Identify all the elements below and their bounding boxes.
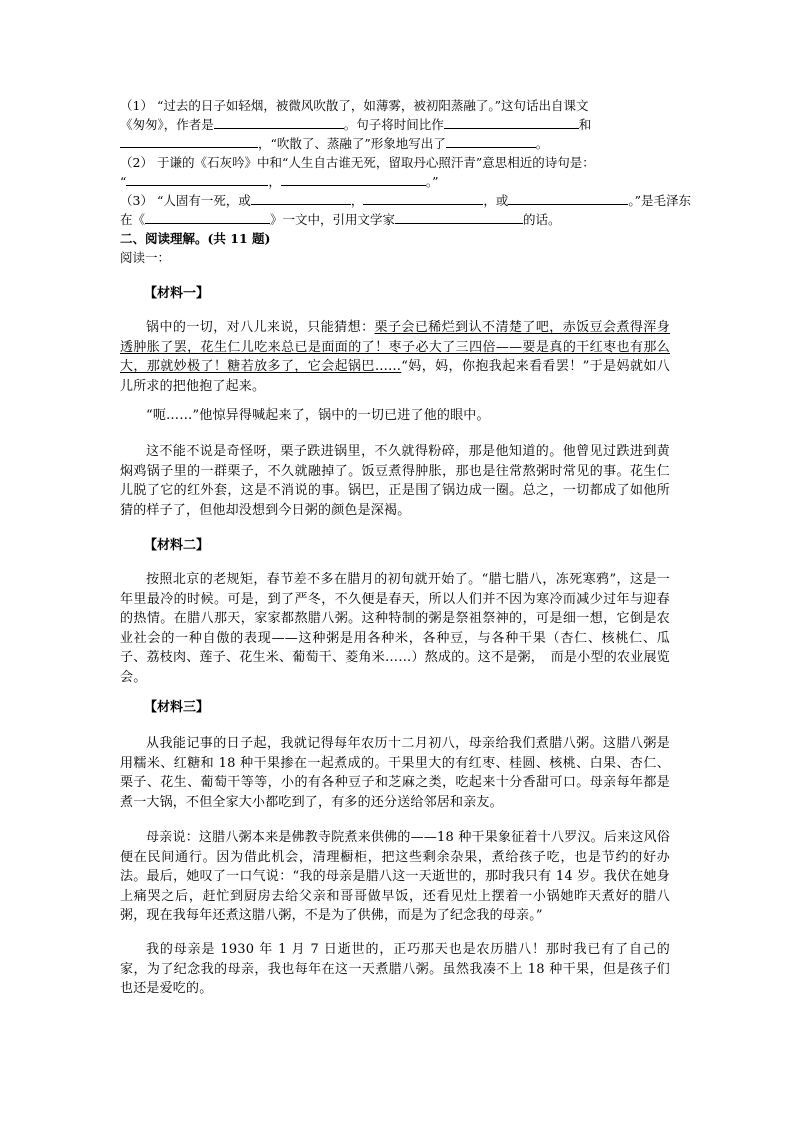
- author-blank[interactable]: [214, 115, 344, 129]
- section-2-title: 二、阅读理解。(共 11 题): [120, 231, 271, 246]
- question-2-text-a: 于谦的《石灰吟》中和“人生自古谁无死，留取丹心照汗青”意思相近的诗句是：: [156, 155, 595, 170]
- question-2-line-2: [120, 172, 680, 191]
- material-3-paragraph-3: 我的母亲是 1930 年 1 月 7 日逝世的，正巧那天也是农历腊八！那时我已有了自己的家，为了纪念我的母亲，我也每年在这一天煮腊八粥。虽然我凑不上 18 种干果，但是孩子们也还是爱吃的。: [120, 942, 670, 996]
- metaphor-blank-2[interactable]: [120, 134, 258, 148]
- question-2-comma: ，: [268, 174, 281, 189]
- material-1-paragraph-2: “呃……”他惊异得喊起来了，锅中的一切已进了他的眼中。: [146, 408, 490, 423]
- question-3-text-e: 》一文中，引用文学家: [270, 212, 396, 227]
- material-1-label: 【材料一】: [144, 286, 210, 301]
- material-1-paragraph-3: 这不能不说是奇怪呀，栗子跌进锅里，不久就得粉碎，那是他知道的。他曾见过跌进到黄焖鸡锅子里的一群栗子，不久就融掉了。饭豆煮得肿胀，那也是往常熬粥时常见的事。花生仁儿脱了它的红外套，这是不消说的事。锅巴，正是围了锅边成一圈。总之，一切都成了如他所猜的样子了，但他却没想到今日粥的颜色是深褐。: [120, 444, 670, 518]
- question-1-line-3: [120, 134, 680, 153]
- question-1-text-b: 《匆匆》，作者是: [120, 117, 214, 132]
- question-1-text-f: 。: [535, 136, 549, 151]
- question-2-number: （2）: [120, 155, 153, 170]
- article-blank[interactable]: [145, 210, 270, 224]
- question-1-text-c: 。句子将时间比作: [343, 117, 444, 132]
- material-3-paragraph-2: 母亲说：这腊八粥本来是佛教寺院煮来供佛的——18 种干果象征着十八罗汉。后来这风俗便在民间通行。因为借此机会，清理橱柜，把这些剩余杂果，煮给孩子吃，也是节约的好办法。最后，她叹了一口气说：“我的母亲是腊八这一天逝世的，那时我只有 14 岁。我伏在她身上痛哭之后，赶忙到厨房去给父亲和哥哥做早饭，还看见灶上摆着一小锅她昨天煮好的腊八粥，现在我每年还煮这腊八粥，不是为了供佛，而是为了纪念我的母亲。”: [120, 830, 670, 923]
- material-2-label: 【材料二】: [144, 538, 210, 553]
- question-3-line-1: [120, 191, 692, 210]
- material-3-paragraph-1: 从我能记事的日子起，我就记得每年农历十二月初八，母亲给我们煮腊八粥。这腊八粥是用糯米、红糖和 18 种干果掺在一起煮成的。干果里大的有红枣、桂圆、核桃、白果、杏仁、栗子、花生、葡萄干等等，小的有各种豆子和芝麻之类，吃起来十分香甜可口。母亲每年都是煮一大锅，不但全家大小都吃到了，有多的还分送给邻居和亲友。: [120, 736, 670, 810]
- question-1-text-e: ，“吹散了、蒸融了”形象地写出了: [258, 136, 446, 151]
- question-1-line-1: [120, 96, 680, 115]
- meaning-blank[interactable]: [446, 134, 536, 148]
- material-2-paragraph-1: 按照北京的老规矩，春节差不多在腊月的初旬就开始了。“腊七腊八，冻死寒鸦”，这是一年里最冷的时候。可是，到了严冬，不久便是春天，所以人们并不因为寒冷而减少过年与迎春的热情。在腊八那天，家家都熬腊八粥。这种特制的粥是祭祖祭神的，可是细一想，它倒是农业社会的一种自傲的表现——这种粥是用各种米，各种豆，与各种干果（杏仁、核桃仁、瓜子、荔枝肉、莲子、花生米、葡萄干、菱角米……）熬成的。这不是粥， 而是小型的农业展览会。: [120, 572, 670, 685]
- question-3-text-c: 。”是毛泽东: [628, 193, 692, 208]
- question-2-open-quote: “: [120, 174, 127, 189]
- question-3-line-2: [120, 210, 680, 229]
- question-3-text-b: ，或: [483, 193, 509, 208]
- writer-blank[interactable]: [395, 210, 523, 224]
- poem-blank-2[interactable]: [281, 172, 426, 186]
- question-3-text-f: 的话。: [523, 212, 561, 227]
- material-1-underlined-text: 栗子会已稀烂到认不清楚了吧，赤饭豆会煮得浑身透肿胀了罢，花生仁儿吃来总已是面面的了！枣子必大了三四倍——要是真的干红枣也有那么大，那就妙极了！糖若放多了，它会起锅巴……: [120, 320, 670, 374]
- question-3-comma: ，: [350, 193, 364, 208]
- question-2-line-1: [120, 153, 680, 172]
- question-1-text-d: 和: [578, 117, 592, 132]
- quote-blank-3[interactable]: [508, 191, 628, 205]
- question-1-line-2: [120, 115, 680, 134]
- material-3-label: 【材料三】: [144, 700, 210, 715]
- question-2-close: 。”: [425, 174, 439, 189]
- poem-blank-1[interactable]: [126, 172, 268, 186]
- question-3-text-d: 在《: [120, 212, 146, 227]
- metaphor-blank-1[interactable]: [444, 115, 579, 129]
- question-3-number: （3）: [120, 193, 153, 208]
- question-3-text-a: “人固有一死，或: [156, 193, 251, 208]
- question-1-text-a: “过去的日子如轻烟，被微风吹散了，如薄雾，被初阳蒸融了。”这句话出自课文: [156, 98, 589, 113]
- material-1-p1-pre: 锅中的一切，对八儿来说，只能猜想：: [146, 320, 375, 335]
- question-1-number: （1）: [120, 98, 153, 113]
- quote-blank-2[interactable]: [363, 191, 483, 205]
- reading-1-heading: 阅读一：: [120, 250, 171, 265]
- material-1-p1-post: “妈，妈，你抱我起来看看罢！”于是妈就如八儿所求的把他抱了起来。: [120, 359, 670, 394]
- material-1-paragraph-1: [120, 318, 670, 396]
- quote-blank-1[interactable]: [251, 191, 351, 205]
